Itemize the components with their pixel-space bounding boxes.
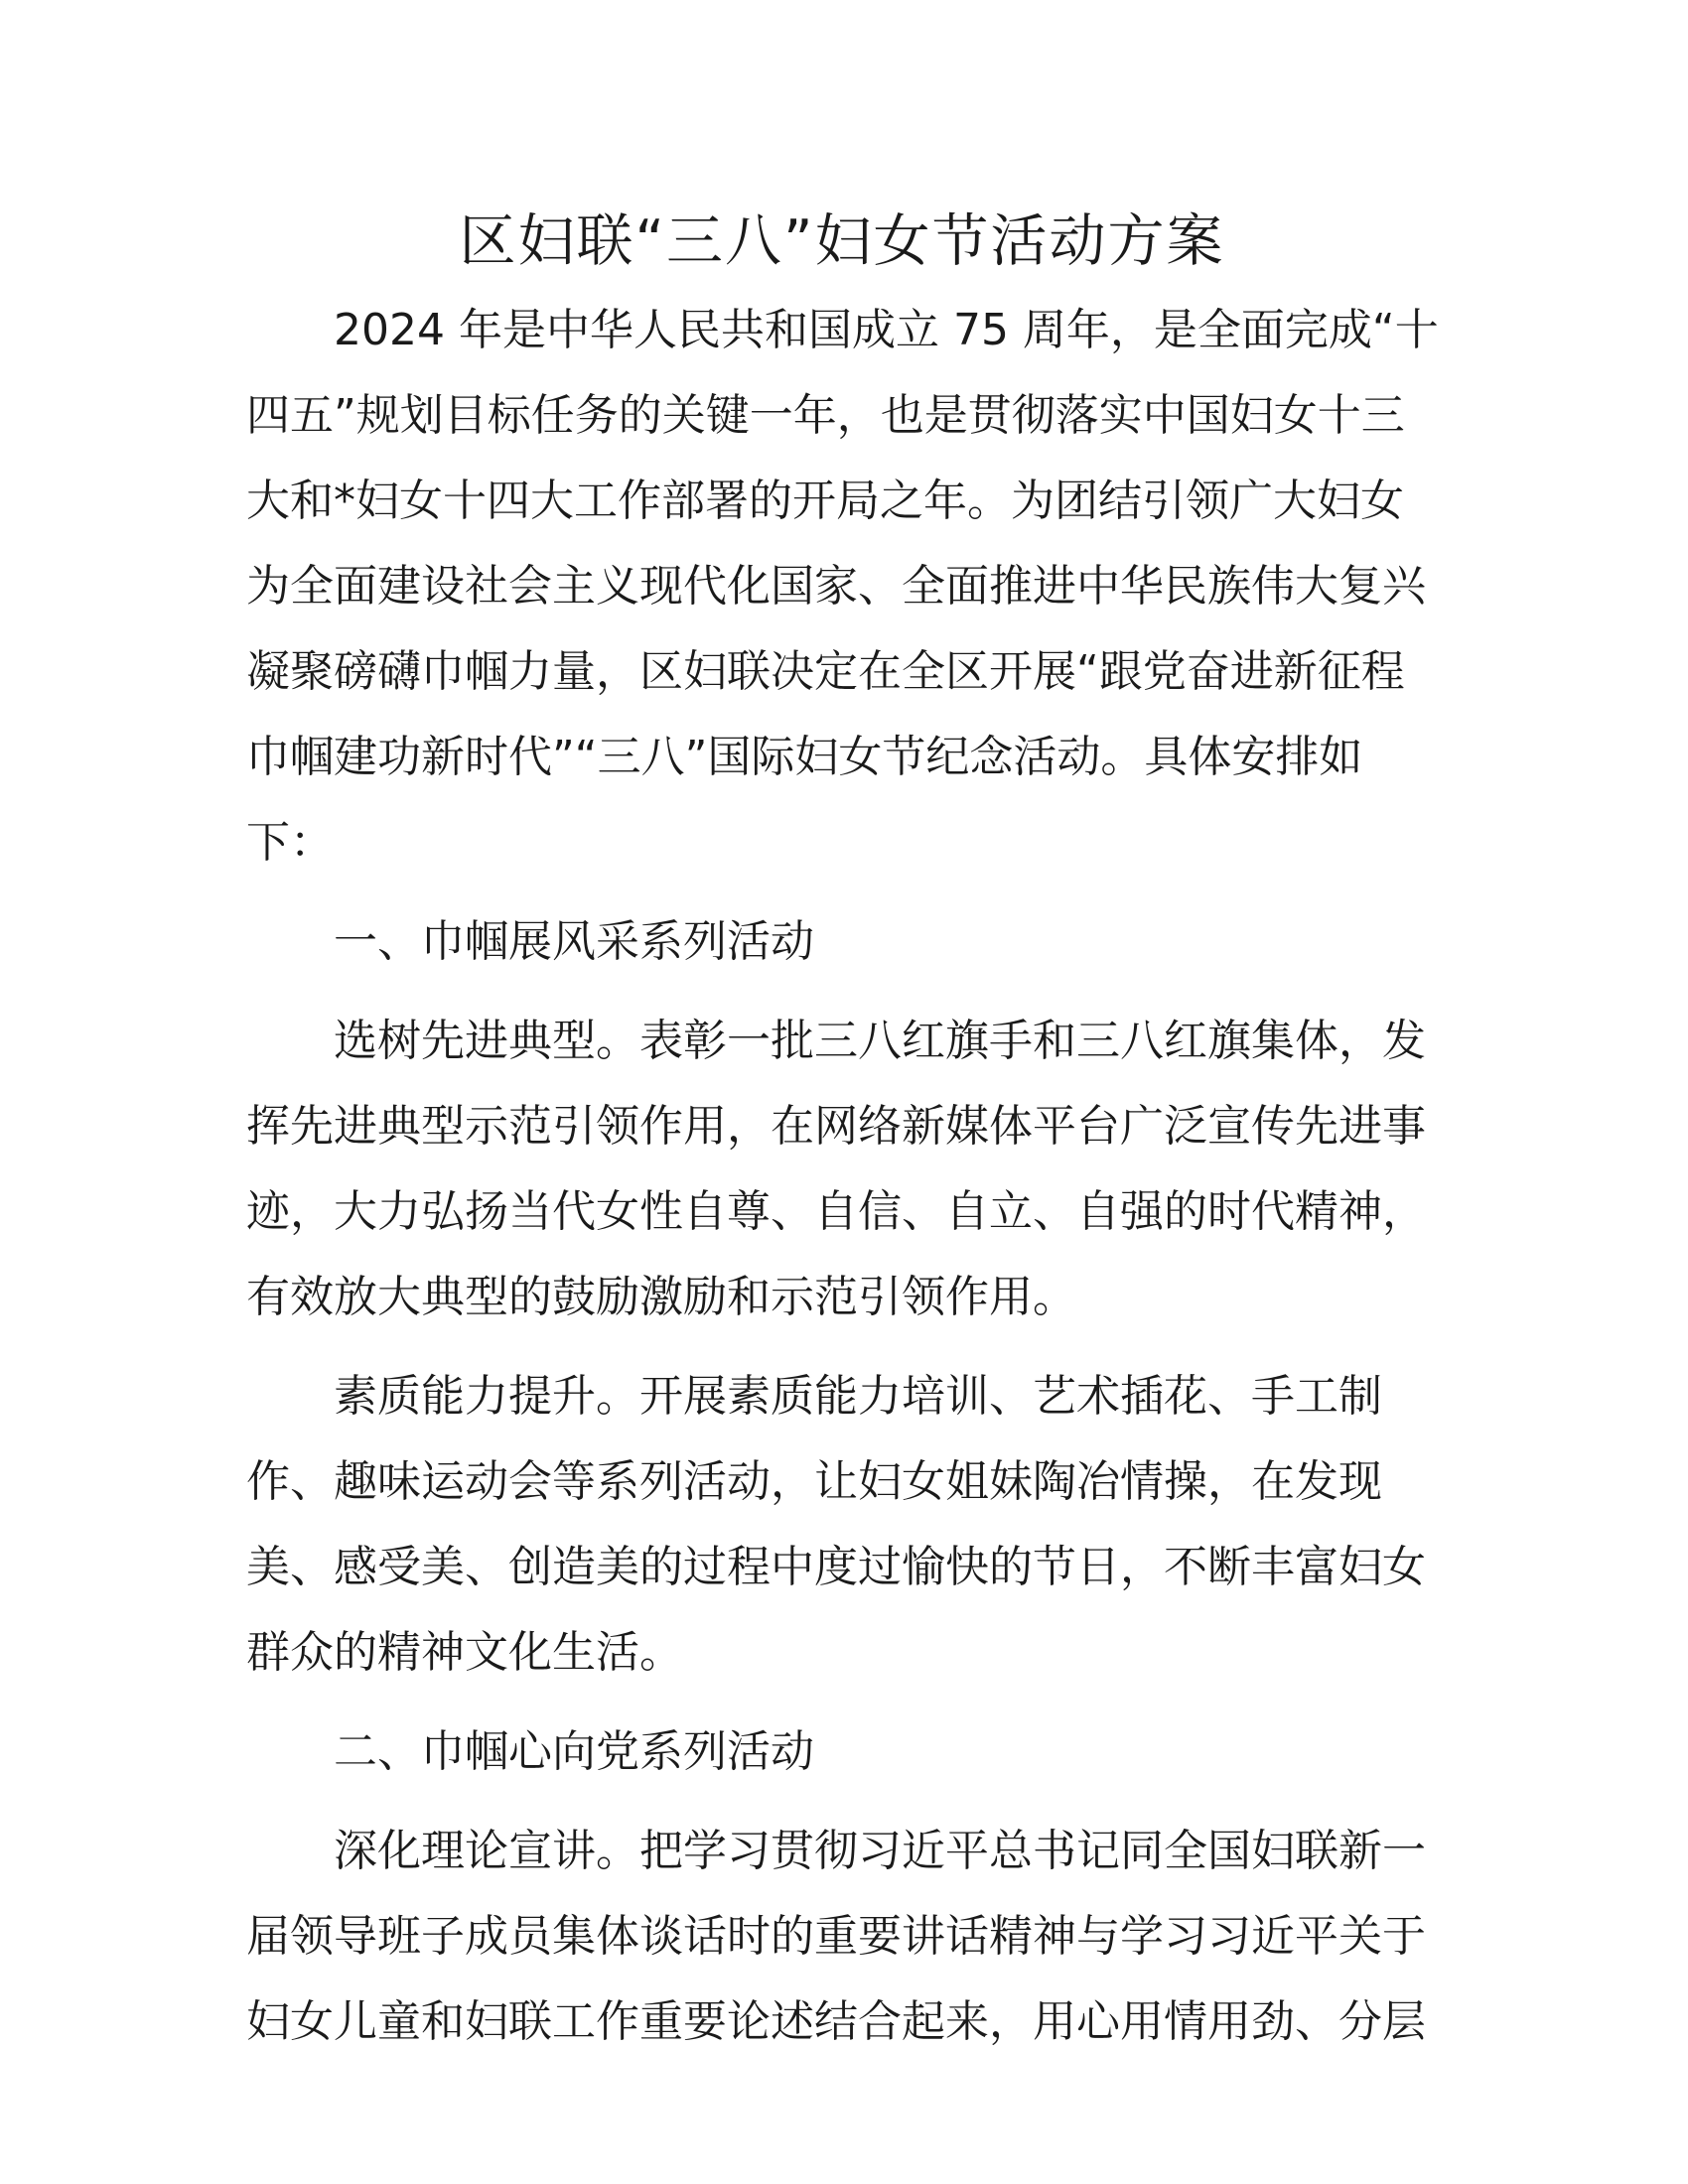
- section-heading-2: 二、巾帼心向党系列活动: [334, 1726, 814, 1777]
- s1p1-line-2: 挥先进典型示范引领作用，在网络新媒体平台广泛宣传先进事: [246, 1101, 1426, 1152]
- s1p1-line-4: 有效放大典型的鼓励激励和示范引领作用。: [246, 1272, 1076, 1322]
- document-title: 区妇联“三八”妇女节活动方案: [459, 208, 1225, 274]
- s2p1-line-1: 深化理论宣讲。把学习贯彻习近平总书记同全国妇联新一: [334, 1826, 1426, 1876]
- s1p2-line-2: 作、趣味运动会等系列活动，让妇女姐妹陶冶情操，在发现: [246, 1456, 1382, 1507]
- s2p1-line-3: 妇女儿童和妇联工作重要论述结合起来，用心用情用劲、分层: [246, 1996, 1426, 2047]
- s1p2-line-1: 素质能力提升。开展素质能力培训、艺术插花、手工制: [334, 1371, 1382, 1422]
- intro-line-1: 2024 年是中华人民共和国成立 75 周年，是全面完成“十: [334, 305, 1439, 355]
- s1p2-line-4: 群众的精神文化生活。: [246, 1627, 683, 1678]
- section1-paragraph-2: [246, 1354, 1438, 1696]
- section1-paragraph-1: [246, 999, 1438, 1340]
- section-heading-1: 一、巾帼展风采系列活动: [334, 916, 814, 967]
- intro-line-7: 下：: [246, 817, 334, 868]
- section2-paragraph-1: [246, 1809, 1438, 2065]
- intro-line-4: 为全面建设社会主义现代化国家、全面推进中华民族伟大复兴: [246, 561, 1426, 612]
- s1p2-line-3: 美、感受美、创造美的过程中度过愉快的节日，不断丰富妇女: [246, 1542, 1426, 1592]
- intro-line-6: 巾帼建功新时代”“三八”国际妇女节纪念活动。具体安排如: [246, 732, 1363, 782]
- intro-line-3: 大和*妇女十四大工作部署的开局之年。为团结引领广大妇女: [246, 476, 1404, 526]
- intro-line-5: 凝聚磅礴巾帼力量，区妇联决定在全区开展“跟党奋进新征程: [246, 646, 1405, 697]
- intro-line-2: 四五”规划目标任务的关键一年，也是贯彻落实中国妇女十三: [246, 390, 1405, 441]
- document-body: [246, 288, 1438, 2065]
- s1p1-line-3: 迹，大力弘扬当代女性自尊、自信、自立、自强的时代精神，: [246, 1186, 1426, 1237]
- s1p1-line-1: 选树先进典型。表彰一批三八红旗手和三八红旗集体，发: [334, 1016, 1426, 1066]
- s2p1-line-2: 届领导班子成员集体谈话时的重要讲话精神与学习习近平关于: [246, 1911, 1426, 1962]
- intro-paragraph: [246, 288, 1438, 886]
